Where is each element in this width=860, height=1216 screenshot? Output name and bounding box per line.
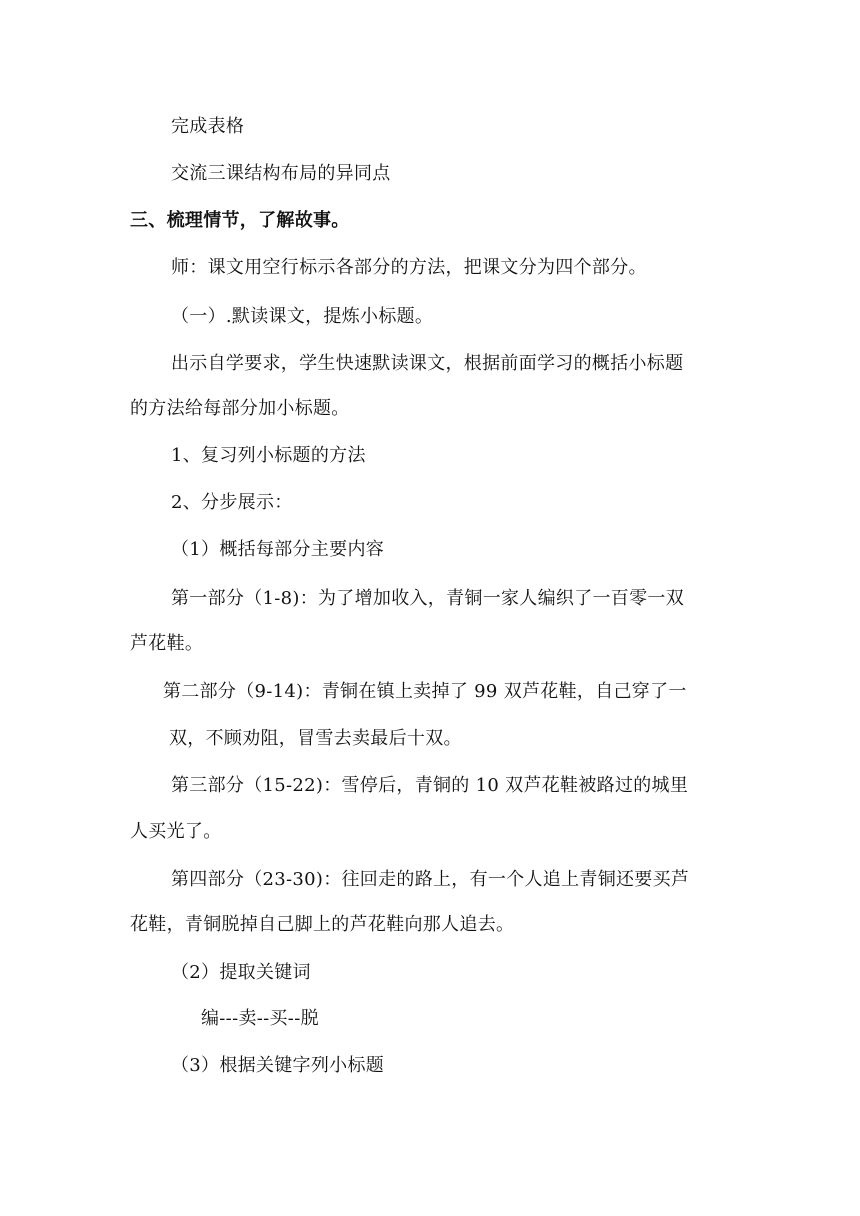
- text-line: 的方法给每部分加小标题。: [130, 398, 350, 419]
- text-line: 人买光了。: [130, 821, 222, 842]
- text-line: （一）.默读课文，提炼小标题。: [171, 306, 434, 327]
- text-line: 2、分步展示：: [171, 492, 293, 513]
- text-line: 花鞋，青铜脱掉自己脚上的芦花鞋向那人追去。: [130, 914, 515, 935]
- text-line: 芦花鞋。: [130, 633, 204, 654]
- text-line: 师：课文用空行标示各部分的方法，把课文分为四个部分。: [171, 257, 647, 278]
- text-line: 完成表格: [171, 116, 245, 137]
- text-line: 双，不顾劝阻，冒雪去卖最后十双。: [169, 728, 462, 749]
- text-line: 编---卖--买--脱: [201, 1008, 319, 1029]
- text-line: 第二部分（9-14)：青铜在镇上卖掉了 99 双芦花鞋，自己穿了一: [163, 681, 687, 702]
- text-line: （1）概括每部分主要内容: [171, 539, 385, 560]
- text-line: （2）提取关键词: [171, 962, 311, 983]
- text-line: 第三部分（15-22)：雪停后，青铜的 10 双芦花鞋被路过的城里: [171, 775, 689, 796]
- text-line: 1、复习列小标题的方法: [171, 445, 366, 466]
- text-line: （3）根据关键字列小标题: [171, 1055, 385, 1076]
- text-line: 第四部分（23-30)：往回走的路上，有一个人追上青铜还要买芦: [171, 869, 690, 890]
- text-line: 交流三课结构布局的异同点: [171, 163, 391, 184]
- section-heading: 三、梳理情节，了解故事。: [130, 210, 350, 231]
- text-line: 出示自学要求，学生快速默读课文，根据前面学习的概括小标题: [171, 353, 684, 374]
- text-line: 第一部分（1-8)：为了增加收入，青铜一家人编织了一百零一双: [171, 588, 685, 609]
